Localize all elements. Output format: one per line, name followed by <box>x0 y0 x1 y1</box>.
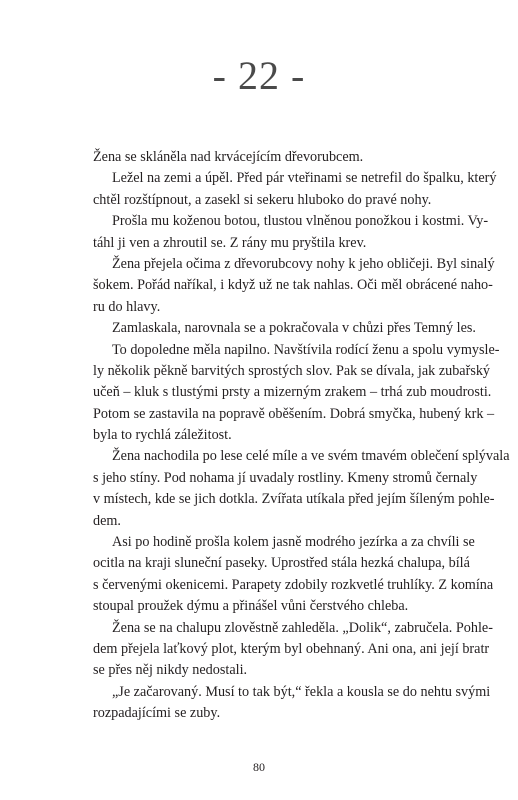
text-line: v místech, kde se jich dotkla. Zvířata utíkala před jejím šíleným pohle- <box>93 491 495 508</box>
text-line: Potom se zastavila na popravě oběšením. Dobrá smyčka, hubený krk – <box>93 405 495 422</box>
body-text <box>93 147 510 725</box>
text-line: rozpadajícími se zuby. <box>93 705 221 722</box>
text-line: dem přejela laťkový plot, kterým byl obehnaný. Ani ona, ani její bratr <box>93 640 490 657</box>
text-line: To dopoledne měla napilno. Navštívila rodící ženu a spolu vymysle- <box>112 341 500 358</box>
text-line: Ležel na zemi a úpěl. Před pár vteřinami se netrefil do špalku, který <box>112 170 497 187</box>
text-line: Žena nachodila po lese celé míle a ve svém tmavém oblečení splývala <box>112 448 510 465</box>
text-line: táhl ji ven a zhroutil se. Z rány mu pryštila krev. <box>93 234 367 251</box>
text-line: Žena přejela očima z dřevorubcovy nohy k jeho obličeji. Byl sinalý <box>112 255 495 272</box>
text-line: se přes něj nikdy nedostali. <box>93 662 248 679</box>
page-number: 80 <box>253 760 265 774</box>
text-line: s červenými okenicemi. Parapety zdobily rozkvetlé truhlíky. Z komína <box>93 576 494 593</box>
text-line: Žena se skláněla nad krvácejícím dřevorubcem. <box>93 149 364 165</box>
text-line: šokem. Pořád naříkal, i když už ne tak nahlas. Oči měl obrácené naho- <box>93 277 493 294</box>
text-line: ru do hlavy. <box>93 298 161 315</box>
text-line: Zamlaskala, narovnala se a pokračovala v chůzi přes Temný les. <box>112 320 476 337</box>
chapter-heading: - 22 - <box>212 53 306 98</box>
text-line: dem. <box>93 512 121 529</box>
text-line: byla to rychlá záležitost. <box>93 427 232 444</box>
text-line: učeň – kluk s tlustými prsty a mizerným zrakem – trhá zub moudrosti. <box>93 384 492 401</box>
text-line: s jeho stíny. Pod nohama jí uvadaly rostliny. Kmeny stromů černaly <box>93 469 478 486</box>
text-line: stoupal proužek dýmu a přinášel vůni čerstvého chleba. <box>93 598 409 615</box>
text-line: Prošla mu koženou botou, tlustou vlněnou ponožkou i kostmi. Vy- <box>112 213 489 230</box>
text-line: ly několik pěkně barvitých sprostých slov. Pak se dívala, jak zubařský <box>93 362 491 379</box>
text-line: ocitla na kraji sluneční paseky. Uprostřed stála hezká chalupa, bílá <box>93 555 470 572</box>
text-line: Žena se na chalupu zlověstně zahleděla. „Dolik“, zabručela. Pohle- <box>112 619 493 636</box>
text-line: Asi po hodině prošla kolem jasně modrého jezírka a za chvíli se <box>112 534 475 551</box>
text-line: chtěl rozštípnout, a zasekl si sekeru hluboko do pravé nohy. <box>93 191 432 208</box>
text-line: „Je začarovaný. Musí to tak být,“ řekla a kousla se do nehtu svými <box>112 683 491 700</box>
